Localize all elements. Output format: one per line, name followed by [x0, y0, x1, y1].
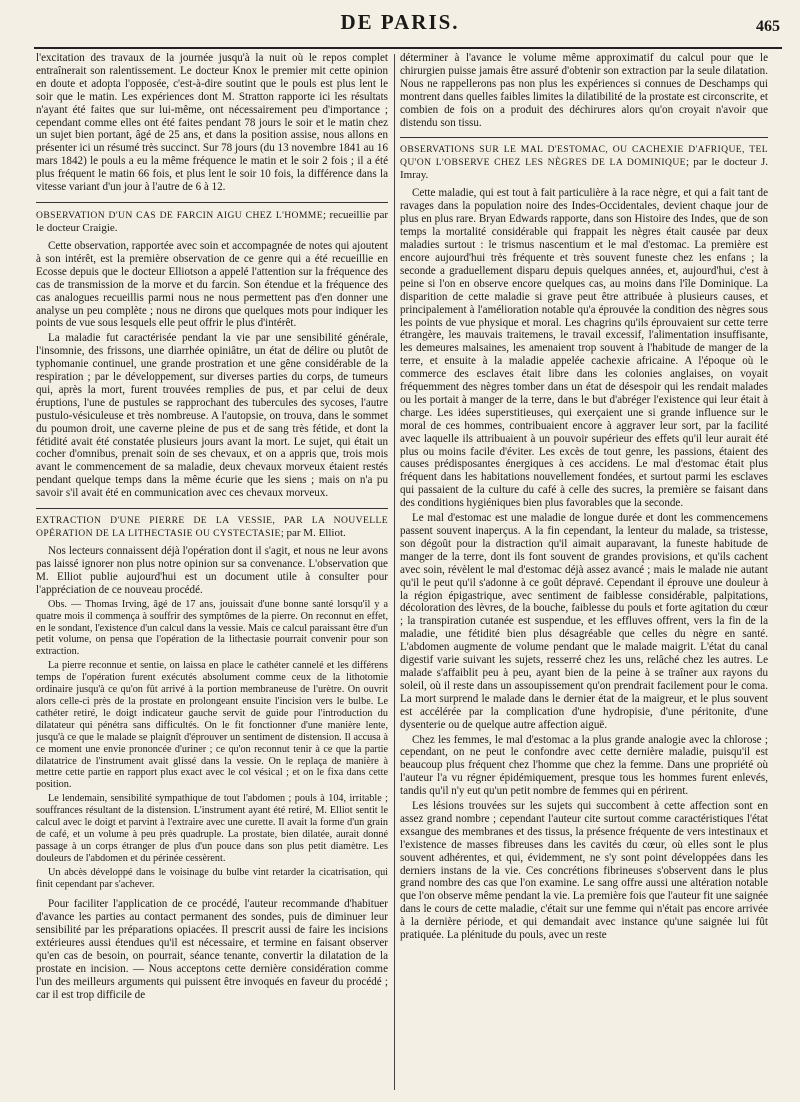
farcin-title-tail: ; recueillie par le docteur Craigie. — [36, 208, 388, 234]
column-rule — [394, 54, 395, 1090]
estomac-title-tail: ; par le docteur J. Imray. — [400, 156, 768, 182]
right-intro-paragraph: déterminer à l'avance le volume même approximatif du calcul pour que le chirurgien puisse jamais être assuré d'obtenir son extraction par la seule dilatation. Nous ne rappellerons pas non plus les expériences si connues de Deschamps qui montrent dans quelles faibles limites la dilatibilité de la prostate est circonscrite, et combien de fois on a produit des déchirures alors qu'on croyait n'avoir que distendu son tissu. — [400, 52, 768, 129]
farcin-section-title — [36, 202, 388, 235]
farcin-paragraph: Cette observation, rapportée avec soin et accompagnée de notes qui ajoutent à son intérêt, est la première observation de ce genre qui a été recueillie en Ecosse depuis que le docteur Elliotson a appelé l'attention sur la fréquence des cas de transmission de la morve et du farcin. Son étendue et la fréquence des cas analogues recueillis parmi nous ne nous permettent pas d'en donner une analyse un peu complète ; nous ne dirons que quelques mots pour indiquer les points de vue sous lesquels elle peut offrir le plus d'intérêt. — [36, 239, 388, 330]
left-intro-paragraph: l'excitation des travaux de la journée jusqu'à la nuit où le repos complet entraînerait son ralentissement. Le docteur Knox le premier mit cette opinion en doute et adopta l'opposée, c'est-à-dire soutint que le pouls est plus lent le soir que le matin. Les expériences dont M. Stratton rapporte ici les résultats n'ayant été faites que sur lui-même, ont nécessairement peu d'importance ; cependant comme elles ont été faites pendant 78 jours le soir et le matin chez un sujet bien portant, âgé de 25 ans, et dans la position assise, nous allons en présenter ici un résumé très succinct. Sur 78 jours (du 13 novembre 1841 au 16 mars 1842) le pouls a eu la même fréquence le matin et le soir 2 fois ; il a été plus fréquent le matin 66 fois, et plus lent le soir 10 fois, la différence dans la vitesse variant d'un jour à l'autre de 6 à 12. — [36, 52, 388, 194]
estomac-paragraph: Cette maladie, qui est tout à fait particulière à la race nègre, et qui a fait tant de ravages dans la population noire des Indes-Occidentales, devient chaque jour de plus en plus rare. Bryan Edwards rapporte, dans son Histoire des Indes, que de son temps la mortalité considérable qui frappait les nègres était causée par deux maladies surtout : le trismus nascentium et le mal d'estomac. La première est encore aujourd'hui très fréquente et très souvent funeste chez les enfans ; la seconde a graduellement disparu depuis quelques années, et, aujourd'hui, c'est à peine si l'on en observe encore quelques cas, au moins dans l'île Dominique. La disparition de cette maladie si grave peut être attribuée à plusieurs causes, et principalement à l'amélioration notable qu'a éprouvée la condition des nègres sous les points de vue physique et moral. Les chagrins qu'ils éprouvaient sur cette terre étrangère, les mauvais traitemens, le travail excessif, l'alimentation insuffisante, les demeures malsaines, les amenaient trop souvent à l'habitude de manger de la terre, et ensuite à la maladie appelée cachexie africaine. A l'époque où le commerce des esclaves était libre dans les colonies anglaises, on voyait fréquemment des nègres tomber dans un état de désespoir qui les rendait malades ou les portait à manger de la terre, dans le but d'abréger l'existence qui leur était à charge. Les idées superstitieuses, qui exerçaient une si grande influence sur le moral de ces hommes, contribuaient encore à aggraver leur sort, par la facilité avec laquelle ils attribuaient à un pouvoir supérieur des effets qu'il leur aurait été plus ou moins facile d'éviter. Les excès de tout genre, les passions, étaient des causes prédisposantes énergiques à ces accidens. Le mal d'estomac était plus fréquent dans les habitations nouvellement fondées, et surtout parmi les esclaves qui passaient de la culture du café à celle des sucres, la première se faisant dans des conditions hygiéniques bien plus favorables que la seconde. — [400, 187, 768, 510]
observation-paragraph: La pierre reconnue et sentie, on laissa en place le cathéter cannelé et les différens temps de l'opération furent exécutés absolument comme ceux de la lithotomie ordinaire jusqu'à ce qu'on fût arrivé à la portion membraneuse de l'urètre. On ouvrit alors celle-ci près de la prostate en prolongeant ensuite l'incision vers le bulbe. Le cathéter retiré, le doigt indicateur gauche servit de guide pour l'introduction du dilatateur qui pénétra sans difficultés. On le fit fonctionner d'une manière lente, jusqu'à ce que le malade se plaignît d'éprouver un sentiment de distension. Il accusa à ce moment une envie prononcée d'uriner ; ce qu'on reconnut tenir à ce que la partie dilatatrice de l'instrument avait glissé dans la vessie. On le replaça de manière à mettre cette partie en rapport plus exact avec le col vésical ; et on le fixa dans cette position. — [36, 660, 388, 791]
header-rule — [34, 47, 782, 49]
estomac-paragraph: Chez les femmes, le mal d'estomac a la plus grande analogie avec la chlorose ; cependant, on ne peut le confondre avec cette dernière maladie, puisqu'il est beaucoup plus fréquent chez l'homme que chez la femme. Dans une propriété où l'auteur l'a vu régner épidémiquement, presque tous les hommes furent enlevés, tandis qu'il n'y eut qu'un petit nombre de femmes qui en périrent. — [400, 733, 768, 798]
observation-paragraph: Le lendemain, sensibilité sympathique de tout l'abdomen ; pouls à 104, irritable ; souffrances résultant de la distension. L'instrument ayant été retiré, M. Elliot sentit le calcul avec le doigt et parvint à l'extraire avec une curette. Il avait la forme d'un grain de café, et un volume à peu près quadruple. La prostate, bien dilatée, aurait donné passage à un corps étranger de plus d'un pouce dans son plus petit diamètre. Les douleurs de l'abdomen et du périnée cessèrent. — [36, 793, 388, 864]
observation-paragraph: Un abcès développé dans le voisinage du bulbe vint retarder la cicatrisation, qui finit cependant par s'achever. — [36, 866, 388, 890]
header-title: DE PARIS. — [340, 10, 460, 34]
page-number: 465 — [756, 18, 780, 35]
lithectasie-paragraph: Nos lecteurs connaissent déjà l'opération dont il s'agit, et nous ne leur avons pas laissé ignorer non plus notre opinion sur sa convenance. L'observation que M. Elliot publie aujourd'hui est un document utile à consulter pour l'appréciation de ce nouveau procédé. — [36, 545, 388, 596]
estomac-section-title — [400, 137, 768, 182]
estomac-paragraph: Les lésions trouvées sur les sujets qui succombent à cette affection sont en assez grand nombre ; cependant l'auteur cite surtout comme caractéristiques l'état exsangue des membranes et des tissus, la présence fréquente de vers intestinaux et l'existence de masses fibreuses dans les cavités du cœur, où elles sont le plus souvent adhérentes, et qui, évidemment, ne s'y sont point développées dans les derniers instans de la vie. Ces concrétions fibrineuses s'observent dans le plus grand nombre des cas que l'on examine. Le sang offre aussi une altération notable que l'on observe même pendant la vie. La première fois que l'auteur fit une saignée dans le cours de cette maladie, c'était sur une femme qui n'était pas encore arrivée à la dernière période, et qui demandait avec instance qu'une saignée lui fût pratiquée. La plénitude du pouls, avec un reste — [400, 800, 768, 942]
farcin-title-head: OBSERVATION D'UN CAS DE FARCIN AIGU CHEZ L'HOMME — [36, 209, 324, 221]
lithectasie-section-title — [36, 508, 388, 540]
lithectasie-title-tail: ; par M. Elliot. — [280, 527, 346, 540]
farcin-paragraph: La maladie fut caractérisée pendant la vie par une sensibilité générale, l'insomnie, des frissons, une diarrhée opiniâtre, un état de délire ou plutôt de typhomanie continuel, une grande prostration et une gêne considérable de la respiration ; par le développement, sur diverses parties du corps, de tumeurs qui, après la mort, furent trouvées remplies de pus, et par celui de deux éruptions, l'une de pustules se rapprochant des tubercules des sycoses, l'autre pustulo-vésiculeuse et très nombreuse. A l'autopsie, on trouva, dans le sommet du poumon droit, une caverne pleine de pus et de sang très fétide, et dont la fétidité avait été constatée plusieurs jours avant la mort. Le sujet, qui était un cocher d'omnibus, prenait soin de ses chevaux, et on a appris que, trois mois avant le commencement de sa maladie, deux chevaux morveux étaient restés pendant quelque temps dans la même écurie que les siens ; mais on n'a pu savoir s'il avait été en communication avec ces chevaux morveux. — [36, 332, 388, 500]
right-column — [400, 52, 768, 1096]
estomac-title-head: OBSERVATIONS SUR LE MAL D'ESTOMAC, OU CACHEXIE D'AFRIQUE, TEL QU'ON L'OBSERVE CHEZ LES NÈGRES DE LA DOMINIQUE — [400, 144, 768, 169]
lithectasie-title-head: EXTRACTION D'UNE PIERRE DE LA VESSIE, PAR LA NOUVELLE OPÉRATION DE LA LITHECTASIE OU CYSTECTASIE — [36, 515, 388, 540]
left-column — [36, 52, 388, 1096]
estomac-paragraph: Le mal d'estomac est une maladie de longue durée et dont les commencemens passent souvent inaperçus. A la fin cependant, la lenteur du malade, sa tristesse, son dégoût pour la distraction qu'il aimait auparavant, la funeste habitude de manger de la terre, dont ils font souvent de grandes provisions, et qu'ils cachent avec soin, révèlent le mal d'estomac déjà assez avancé ; mais le malade nie autant qu'il le peut qu'il s'adonne à ce goût dépravé. Cependant il éprouve une douleur à la région épigastrique, avec sentiment de faiblesse considérable, palpitations, décoloration des lèvres, de la bouche, faiblesse du pouls et forte agitation du cœur ; la transpiration cutanée est suspendue, et les effluves offrent, vers la fin de la maladie, une fétidité bien plus désagréable que celles du nègre en santé. L'abdomen augmente de volume pendant que le malade maigrit. L'état du canal digestif varie suivant les sujets, resserré chez les uns, relâché chez les autres. Le malade s'affaiblit peu à peu, ayant bien de la peine à se traîner aux rayons du soleil, où il reste dans un assoupissement qu'on prendrait facilement pour le coma. La mort surprend le malade dans le dernier état de la maigreur, et le plus souvent est accélérée par la complication d'une hydropisie, d'une péritonite, d'une dysenterie ou de quelque autre affection aiguë. — [400, 512, 768, 731]
lithectasie-closing-paragraph: Pour faciliter l'application de ce procédé, l'auteur recommande d'habituer d'avance les parties au contact permanent des sondes, puis de diminuer leur sensibilité par les préparations opiacées. Il prescrit aussi de faire les incisions extérieures aussi étendues qu'il est nécessaire, et termine en faisant observer qu'en cas de besoin, on pourrait, séance tenante, convertir la dilatation de la prostate en incision. — Nous acceptons cette dernière considération comme l'un des meilleurs arguments qui puissent être invoqués en faveur du procédé ; car il est trop difficile de — [36, 898, 388, 1001]
observation-paragraph: Obs. — Thomas Irving, âgé de 17 ans, jouissait d'une bonne santé lorsqu'il y a quatre mois il commença à souffrir des symptômes de la pierre. On reconnut en effet, en le sondant, l'existence d'un calcul dans la vessie. Mais ce calcul paraissant être d'un petit volume, on pensa que l'opération de la lithectasie pourrait convenir pour son extraction. — [36, 598, 388, 658]
